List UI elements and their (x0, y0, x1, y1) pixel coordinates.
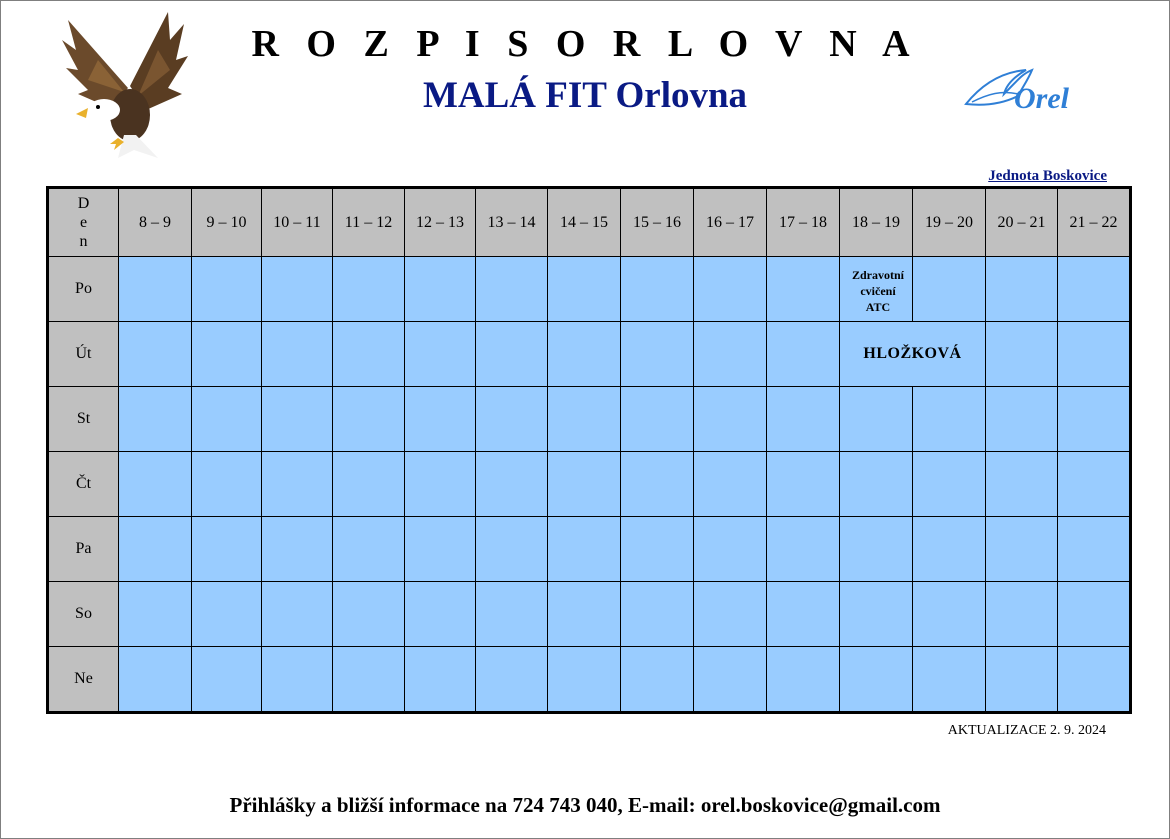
time-slot (1058, 582, 1131, 647)
time-slot (548, 257, 621, 322)
time-slot (694, 322, 767, 387)
time-slot (333, 322, 405, 387)
hour-header: 14 – 15 (548, 188, 621, 257)
orel-logo (962, 64, 1112, 114)
time-slot (694, 647, 767, 713)
time-slot (986, 452, 1058, 517)
hour-header: 8 – 9 (119, 188, 192, 257)
hour-header: 13 – 14 (476, 188, 548, 257)
time-slot (333, 387, 405, 452)
page-subtitle: MALÁ FIT Orlovna (422, 75, 748, 116)
time-slot (986, 387, 1058, 452)
time-slot (262, 452, 333, 517)
day-label: Pa (48, 517, 119, 582)
time-slot (767, 517, 840, 582)
time-slot (913, 582, 986, 647)
time-slot (548, 647, 621, 713)
time-slot (913, 517, 986, 582)
time-slot (119, 322, 192, 387)
time-slot (1058, 387, 1131, 452)
time-slot (333, 452, 405, 517)
time-slot (767, 387, 840, 452)
hour-header: 12 – 13 (405, 188, 476, 257)
time-slot (913, 647, 986, 713)
time-slot (548, 452, 621, 517)
time-slot (405, 582, 476, 647)
time-slot (621, 452, 694, 517)
time-slot (192, 517, 262, 582)
time-slot (333, 257, 405, 322)
time-slot (621, 647, 694, 713)
hour-header: 19 – 20 (913, 188, 986, 257)
hour-header: 17 – 18 (767, 188, 840, 257)
time-slot (405, 322, 476, 387)
time-slot (262, 322, 333, 387)
table-row (48, 322, 1131, 387)
time-slot (262, 517, 333, 582)
time-slot (694, 387, 767, 452)
time-slot (767, 452, 840, 517)
hour-header: 10 – 11 (262, 188, 333, 257)
time-slot (476, 517, 548, 582)
day-label: Ne (48, 647, 119, 713)
time-slot (262, 647, 333, 713)
table-row (48, 387, 1131, 452)
page-title: R O Z P I S O R L O V N A (251, 23, 919, 65)
day-label: So (48, 582, 119, 647)
time-slot (1058, 452, 1131, 517)
time-slot (986, 647, 1058, 713)
time-slot (694, 582, 767, 647)
time-slot (119, 517, 192, 582)
time-slot (621, 517, 694, 582)
time-slot (476, 647, 548, 713)
time-slot (1058, 322, 1131, 387)
time-slot (621, 257, 694, 322)
time-slot (119, 647, 192, 713)
table-row (48, 582, 1131, 647)
table-header-row (48, 188, 1131, 257)
time-slot (405, 517, 476, 582)
time-slot (767, 257, 840, 322)
update-date: AKTUALIZACE 2. 9. 2024 (947, 723, 1106, 738)
time-slot (476, 257, 548, 322)
time-slot (621, 582, 694, 647)
contact-footer: Přihlášky a bližší informace na 724 743 040, E-mail: orel.boskovice@gmail.com (229, 793, 941, 817)
time-slot (333, 582, 405, 647)
time-slot (192, 647, 262, 713)
time-slot (767, 647, 840, 713)
time-slot (986, 257, 1058, 322)
time-slot (694, 452, 767, 517)
time-slot (548, 517, 621, 582)
time-slot (548, 387, 621, 452)
time-slot (840, 452, 913, 517)
table-row (48, 452, 1131, 517)
table-row (48, 647, 1131, 713)
time-slot (476, 387, 548, 452)
time-slot (476, 582, 548, 647)
time-slot (913, 452, 986, 517)
time-slot (548, 322, 621, 387)
event-hlozkova: HLOŽKOVÁ (840, 322, 986, 387)
time-slot (192, 322, 262, 387)
time-slot (1058, 647, 1131, 713)
time-slot (913, 257, 986, 322)
time-slot (262, 257, 333, 322)
time-slot (767, 582, 840, 647)
time-slot (476, 452, 548, 517)
time-slot (119, 387, 192, 452)
schedule-table (46, 186, 1132, 714)
time-slot (192, 387, 262, 452)
time-slot (767, 322, 840, 387)
time-slot (840, 647, 913, 713)
time-slot (192, 582, 262, 647)
table-row (48, 517, 1131, 582)
time-slot (192, 452, 262, 517)
organization-link[interactable]: Jednota Boskovice (988, 168, 1107, 184)
day-label: Po (48, 257, 119, 322)
time-slot (476, 322, 548, 387)
time-slot (262, 582, 333, 647)
time-slot (694, 517, 767, 582)
time-slot (913, 387, 986, 452)
hour-header: 16 – 17 (694, 188, 767, 257)
time-slot (548, 582, 621, 647)
time-slot (1058, 517, 1131, 582)
hour-header: 18 – 19 (840, 188, 913, 257)
time-slot (333, 647, 405, 713)
time-slot (405, 647, 476, 713)
table-row (48, 257, 1131, 322)
time-slot (986, 517, 1058, 582)
time-slot (694, 257, 767, 322)
time-slot (840, 582, 913, 647)
time-slot (262, 387, 333, 452)
time-slot (333, 517, 405, 582)
time-slot (840, 387, 913, 452)
day-label: Út (48, 322, 119, 387)
time-slot (840, 517, 913, 582)
time-slot (119, 452, 192, 517)
time-slot (621, 387, 694, 452)
time-slot (986, 322, 1058, 387)
time-slot (405, 452, 476, 517)
event-zdravotni-cviceni: Zdravotní cvičení ATC (840, 257, 913, 322)
hour-header: 21 – 22 (1058, 188, 1131, 257)
hour-header: 15 – 16 (621, 188, 694, 257)
orel-logo-text: Orel (1014, 82, 1069, 114)
time-slot (405, 257, 476, 322)
time-slot (405, 387, 476, 452)
day-label: Čt (48, 452, 119, 517)
day-column-header: D e n (48, 188, 119, 257)
hour-header: 20 – 21 (986, 188, 1058, 257)
time-slot (119, 582, 192, 647)
time-slot (119, 257, 192, 322)
day-label: St (48, 387, 119, 452)
time-slot (986, 582, 1058, 647)
time-slot (621, 322, 694, 387)
hour-header: 11 – 12 (333, 188, 405, 257)
hour-header: 9 – 10 (192, 188, 262, 257)
time-slot (1058, 257, 1131, 322)
time-slot (192, 257, 262, 322)
